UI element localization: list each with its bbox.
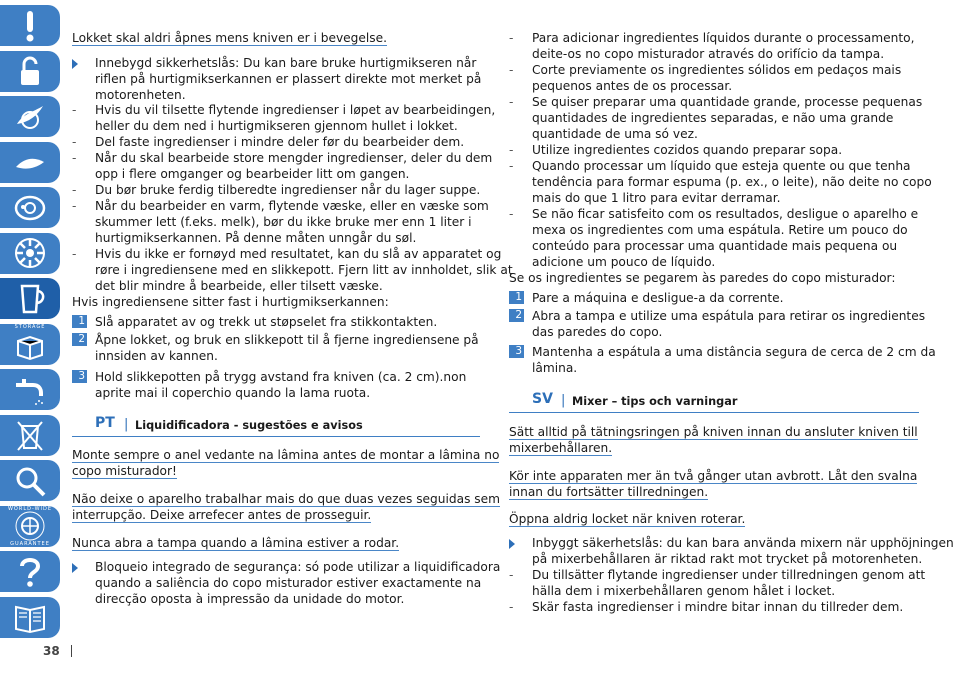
tap-icon [13, 373, 47, 407]
text-line: heller du dem ned i hurtigmikseren gjennom hullet i lokket. [95, 119, 458, 133]
tip-item [509, 30, 919, 62]
dash-bullet: - [72, 135, 77, 149]
text-line: deite-os no copo misturador através do orifício da tampa. [532, 47, 885, 61]
text-line: Sätt alltid på tätningsringen på kniven innan du ansluter kniven till [509, 425, 918, 439]
text-line: Lokket skal aldri åpnes mens kniven er i bevegelse. [72, 31, 388, 45]
text-line: innan du fortsätter tillredningen. [509, 485, 709, 499]
text-line: quando a saliência do copo misturador estiver exactamente na [95, 576, 482, 590]
step-number: 1 [509, 291, 524, 304]
tip-item [509, 94, 923, 142]
text-line: Du bør bruke ferdig tilberedte ingredienser når du lager suppe. [95, 183, 481, 197]
sidebar-tab-magnifier[interactable] [0, 460, 60, 501]
safety-bullet [509, 535, 954, 567]
book-icon [13, 600, 47, 634]
text-line: røre i ingrediensene med en slikkepott. Fjern litt av innholdet, slik at [95, 263, 513, 277]
text-line: interrupção. Deixe arrefecer antes de prosseguir. [72, 508, 372, 522]
triangle-bullet-icon [72, 59, 78, 69]
text-line: Hvis du vil tilsette flytende ingredienser i løpet av bearbeidingen, [95, 103, 496, 117]
sidebar-tab-storage-box[interactable] [0, 324, 60, 365]
text-line: mais do que 1 litro para evitar derramar. [532, 191, 781, 205]
sidebar-tab-jug[interactable] [0, 278, 60, 319]
section-title: Mixer – tips och varningar [572, 395, 738, 408]
text-line: Se quiser preparar uma quantidade grande, processe pequenas [532, 95, 923, 109]
dash-bullet: - [72, 199, 77, 213]
sidebar-tab-padlock[interactable] [0, 51, 60, 92]
sidebar [0, 0, 60, 645]
step-item [509, 344, 936, 376]
text-line: mexa os ingredientes com uma espátula. Retire um pouco do [532, 223, 908, 237]
text-line: Mantenha a espátula a uma distância segura de cerca de 2 cm da [532, 345, 936, 359]
dash-bullet: - [509, 159, 514, 173]
sidebar-tab-book[interactable] [0, 597, 60, 638]
text-line: hälla dem i mixerbehållaren genom hålet i locket. [532, 584, 836, 598]
text-line: mixerbehållaren. [509, 441, 613, 455]
text-line: opp i flere omganger og bearbeider litt om gangen. [95, 167, 410, 181]
text-line: Abra a tampa e utilize uma espátula para retirar os ingredientes [532, 309, 926, 323]
step-item [72, 369, 480, 401]
text-line: direcção oposta à impressão da unidade do motor. [95, 592, 405, 606]
text-line: hurtigmikserkannen. På denne måten unngår du søl. [95, 231, 417, 245]
crossed-bin-icon [13, 418, 47, 452]
warning-text [509, 424, 919, 456]
section-title: Liquidificadora - sugestões e avisos [135, 419, 363, 432]
dash-bullet: - [509, 95, 514, 109]
triangle-bullet-icon [509, 539, 515, 549]
dash-bullet: - [509, 568, 514, 582]
text-line: det blir mindre å bearbeide, eller tilsett væske. [95, 279, 383, 293]
question-mark-icon [13, 555, 47, 589]
sidebar-tab-crossed-bin[interactable] [0, 415, 60, 456]
tip-item [509, 206, 919, 270]
text-line: Del faste ingredienser i mindre deler før du bearbeider dem. [95, 135, 465, 149]
dash-bullet: - [72, 151, 77, 165]
step-number: 1 [72, 315, 87, 328]
text-line: Hvis du ikke er fornøyd med resultatet, kan du slå av apparatet og [95, 247, 502, 261]
mixer-disc-icon [13, 191, 47, 225]
text-line: conteúdo para processar uma quantidade mais pequena ou [532, 239, 898, 253]
exclamation-icon [13, 9, 47, 43]
sidebar-tab-world-wide-guarantee[interactable] [0, 506, 60, 547]
dash-bullet: - [509, 600, 514, 614]
dash-bullet: - [509, 31, 514, 45]
text-line: Kör inte apparaten mer än två gånger utan avbrott. Låt den svalna [509, 469, 918, 483]
text-line: Du tillsätter flytande ingredienser under tillredningen genom att [532, 568, 926, 582]
tip-item [72, 246, 513, 294]
text-line: Utilize ingredientes cozidos quando preparar sopa. [532, 143, 843, 157]
step-item [72, 314, 480, 330]
text-line: lâmina. [532, 361, 578, 375]
section-heading [72, 415, 480, 437]
stuck-intro: Hvis ingrediensene sitter fast i hurtigmikserkannen: [72, 295, 389, 309]
text-line: skummer lett (f.eks. melk), bør du ikke bruke mer enn 1 liter i [95, 215, 472, 229]
text-line: Corte previamente os ingredientes sólidos em pedaços mais [532, 63, 902, 77]
guarantee-label: WORLD-WIDE [7, 505, 53, 512]
text-line: Slå apparatet av og trekk ut støpselet fra stikkontakten. [95, 315, 438, 329]
page-number-divider [71, 645, 72, 657]
text-line: adicione um pouco de líquido. [532, 255, 716, 269]
text-line: quantidades de ingredientes separadas, e não uma grande [532, 111, 894, 125]
sidebar-tab-whisk[interactable] [0, 142, 60, 183]
dash-bullet: - [509, 63, 514, 77]
jug-icon [13, 282, 47, 316]
section-heading [509, 391, 919, 413]
tip-item [72, 102, 496, 134]
warning-text [72, 447, 500, 479]
text-line: Se não ficar satisfeito com os resultados, desligue o aparelho e [532, 207, 919, 221]
sidebar-tab-exclamation[interactable] [0, 5, 60, 46]
warning-text [72, 30, 480, 46]
safety-bullet [72, 55, 480, 103]
text-line: copo misturador! [72, 464, 177, 478]
text-line: Åpne lokket, og bruk en slikkepott til å fjerne ingrediensene på [95, 333, 479, 347]
text-line: Bloqueio integrado de segurança: só pode utilizar a liquidificadora [95, 560, 501, 574]
dash-bullet: - [72, 103, 77, 117]
warning-text [72, 491, 501, 523]
step-item [72, 332, 480, 364]
sidebar-tab-tap[interactable] [0, 369, 60, 410]
sidebar-tab-mixer-disc[interactable] [0, 187, 60, 228]
tip-item [509, 599, 919, 615]
storage-label: STORAGE [14, 323, 46, 330]
blade-icon [13, 100, 47, 134]
safety-bullet [72, 559, 501, 607]
text-line: aprite mai il coperchio quando la lama ruota. [95, 386, 371, 400]
tip-item [72, 182, 480, 198]
text-line: på mixerbehållaren är riktad rakt mot trycket på motorenheten. [532, 552, 923, 566]
page-number: 38 [43, 644, 60, 658]
magnifier-icon [13, 464, 47, 498]
step-number: 2 [72, 333, 87, 346]
triangle-bullet-icon [72, 563, 78, 573]
language-code: SV [532, 391, 553, 407]
text-line: Hold slikkepotten på trygg avstand fra kniven (ca. 2 cm).non [95, 370, 467, 384]
whisk-icon [13, 145, 47, 179]
warning-text [509, 511, 919, 527]
warning-text [509, 468, 919, 500]
world-wide-guarantee-icon [13, 509, 47, 543]
text-line: Skär fasta ingredienser i mindre bitar innan du tillreder dem. [532, 600, 904, 614]
text-line: motorenheten. [95, 88, 186, 102]
text-line: Não deixe o aparelho trabalhar mais do que duas vezes seguidas sem [72, 492, 501, 506]
tip-item [72, 198, 489, 246]
tip-item [509, 158, 932, 206]
cutting-disc-icon [13, 236, 47, 270]
step-item [509, 308, 926, 340]
tip-item [509, 142, 919, 158]
text-line: das paredes do copo. [532, 325, 663, 339]
tip-item [72, 134, 480, 150]
text-line: Monte sempre o anel vedante na lâmina antes de montar a lâmina no [72, 448, 500, 462]
text-line: Når du skal bearbeide store mengder ingredienser, deler du dem [95, 151, 493, 165]
text-line: Innebygd sikkerhetslås: Du kan bare bruke hurtigmikseren når [95, 56, 477, 70]
sidebar-tab-cutting-disc[interactable] [0, 233, 60, 274]
warning-text [72, 535, 480, 551]
text-line: Når du bearbeider en varm, flytende væske, eller en væske som [95, 199, 489, 213]
padlock-icon [13, 54, 47, 88]
step-number: 2 [509, 309, 524, 322]
text-line: Öppna aldrig locket när kniven roterar. [509, 512, 746, 526]
text-line: Quando processar um líquido que esteja quente ou que tenha [532, 159, 911, 173]
sidebar-tab-blade[interactable] [0, 96, 60, 137]
step-number: 3 [72, 370, 87, 383]
dash-bullet: - [72, 247, 77, 261]
heading-separator: | [124, 417, 129, 432]
stuck-intro: Se os ingredientes se pegarem às paredes do copo misturador: [509, 271, 896, 285]
dash-bullet: - [72, 183, 77, 197]
text-line: Para adicionar ingredientes líquidos durante o processamento, [532, 31, 915, 45]
text-line: riflen på hurtigmikserkannen er plassert direkte mot merket på [95, 72, 482, 86]
tip-item [72, 150, 493, 182]
tip-item [509, 567, 926, 599]
text-line: innsiden av kannen. [95, 349, 218, 363]
text-line: pequenos antes de os processar. [532, 79, 733, 93]
guarantee-label-bottom: GUARANTEE [10, 540, 50, 547]
sidebar-tab-question-mark[interactable] [0, 551, 60, 592]
text-line: Pare a máquina e desligue-a da corrente. [532, 291, 784, 305]
heading-separator: | [561, 393, 566, 408]
dash-bullet: - [509, 143, 514, 157]
text-line: Inbyggt säkerhetslås: du kan bara använda mixern när upphöjningen [532, 536, 954, 550]
text-line: quantidade de uma só vez. [532, 127, 698, 141]
tip-item [509, 62, 919, 94]
text-line: tendência para formar espuma (p. ex., o leite), não deite no copo [532, 175, 932, 189]
step-number: 3 [509, 345, 524, 358]
step-item [509, 290, 919, 306]
text-line: Nunca abra a tampa quando a lâmina estiver a rodar. [72, 536, 400, 550]
storage-box-icon [13, 327, 47, 361]
language-code: PT [95, 415, 115, 431]
dash-bullet: - [509, 207, 514, 221]
